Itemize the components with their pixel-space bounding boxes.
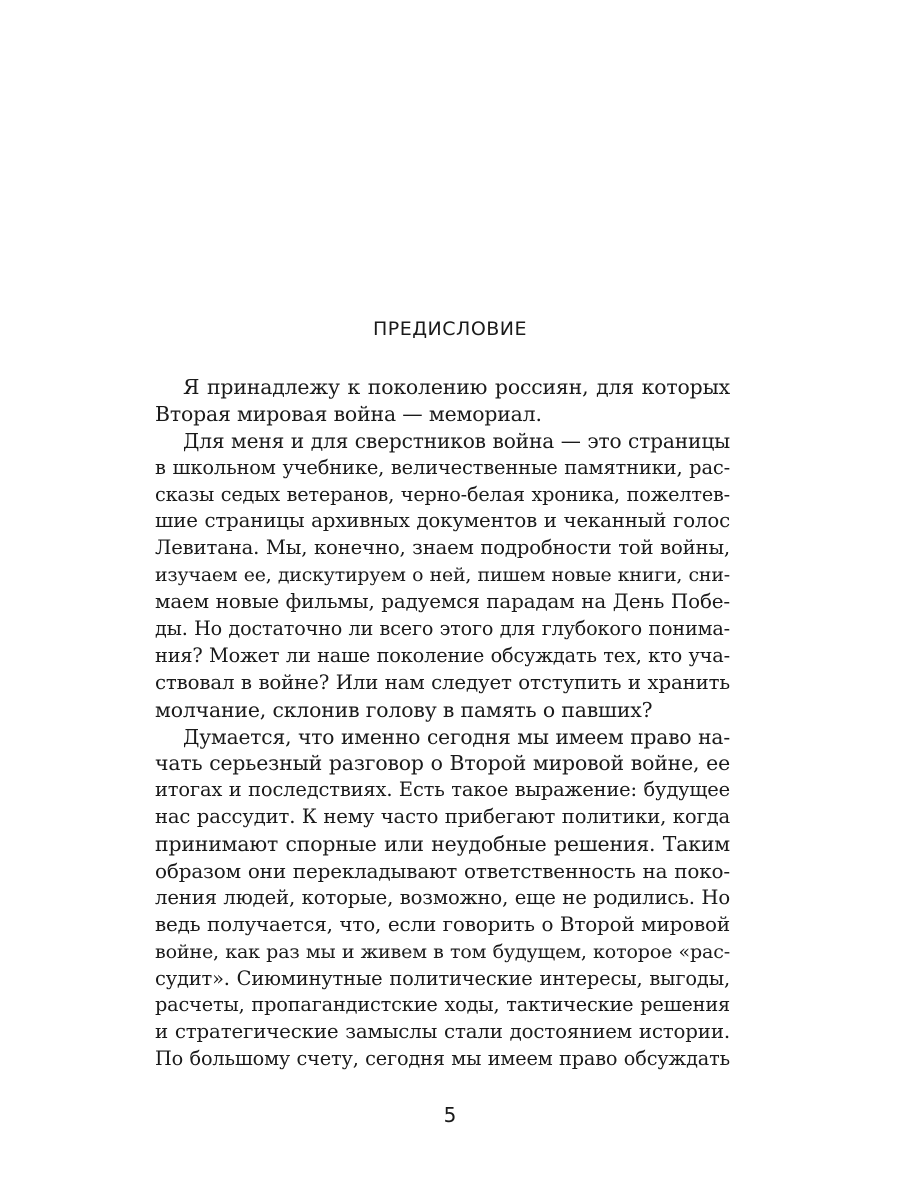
text-line: сказы седых ветеранов, черно-белая хроника, пожелтев- <box>155 482 730 506</box>
text-line: ния? Может ли наше поколение обсуждать тех, кто уча- <box>155 643 730 667</box>
text-line: изучаем ее, дискутируем о ней, пишем новые книги, сни- <box>155 564 730 587</box>
text-line: шие страницы архивных документов и чеканный голос <box>155 509 730 533</box>
text-line: ления людей, которые, возможно, еще не родились. Но <box>155 885 730 909</box>
page-number: 5 <box>443 1103 457 1127</box>
text-line: Для меня и для сверстников война — это страницы <box>183 428 730 453</box>
text-line: нас рассудит. К нему часто прибегают политики, когда <box>155 805 730 829</box>
text-line: По большому счету, сегодня мы имеем право обсуждать <box>155 1047 730 1071</box>
text-line: маем новые фильмы, радуемся парадам на День Побе- <box>155 590 730 614</box>
text-line: войне, как раз мы и живем в том будущем, которое «рас- <box>155 940 730 963</box>
text-line: ведь получается, что, если говорить о Второй мировой <box>155 912 730 936</box>
body-text <box>155 374 730 1073</box>
text-line: образом они перекладывают ответственность на поко- <box>155 859 730 884</box>
text-line: молчание, склонив голову в память о павших? <box>155 697 653 722</box>
text-line: Я принадлежу к поколению россиян, для которых <box>183 375 730 399</box>
text-line: Думается, что именно сегодня мы имеем право на- <box>183 724 730 749</box>
text-line: Вторая мировая война — мемориал. <box>155 401 542 426</box>
text-line: принимают спорные или неудобные решения. Таким <box>155 832 730 857</box>
text-line: в школьном учебнике, величественные памятники, рас- <box>155 455 730 479</box>
text-line: ды. Но достаточно ли всего этого для глубокого понима- <box>155 617 730 641</box>
text-line: судит». Сиюминутные политические интересы, выгоды, <box>155 966 730 990</box>
text-line: итогах и последствиях. Есть такое выражение: будущее <box>155 778 730 802</box>
text-line: ствовал в войне? Или нам следует отступить и хранить <box>155 670 730 694</box>
chapter-heading: ПРЕДИСЛОВИЕ <box>372 318 528 340</box>
text-line: расчеты, пропагандистские ходы, тактические решения <box>155 993 730 1017</box>
text-line: Левитана. Мы, конечно, знаем подробности той войны, <box>155 536 730 560</box>
text-line: и стратегические замыслы стали достоянием истории. <box>155 1020 730 1044</box>
text-line: чать серьезный разговор о Второй мировой войне, ее <box>155 751 730 776</box>
